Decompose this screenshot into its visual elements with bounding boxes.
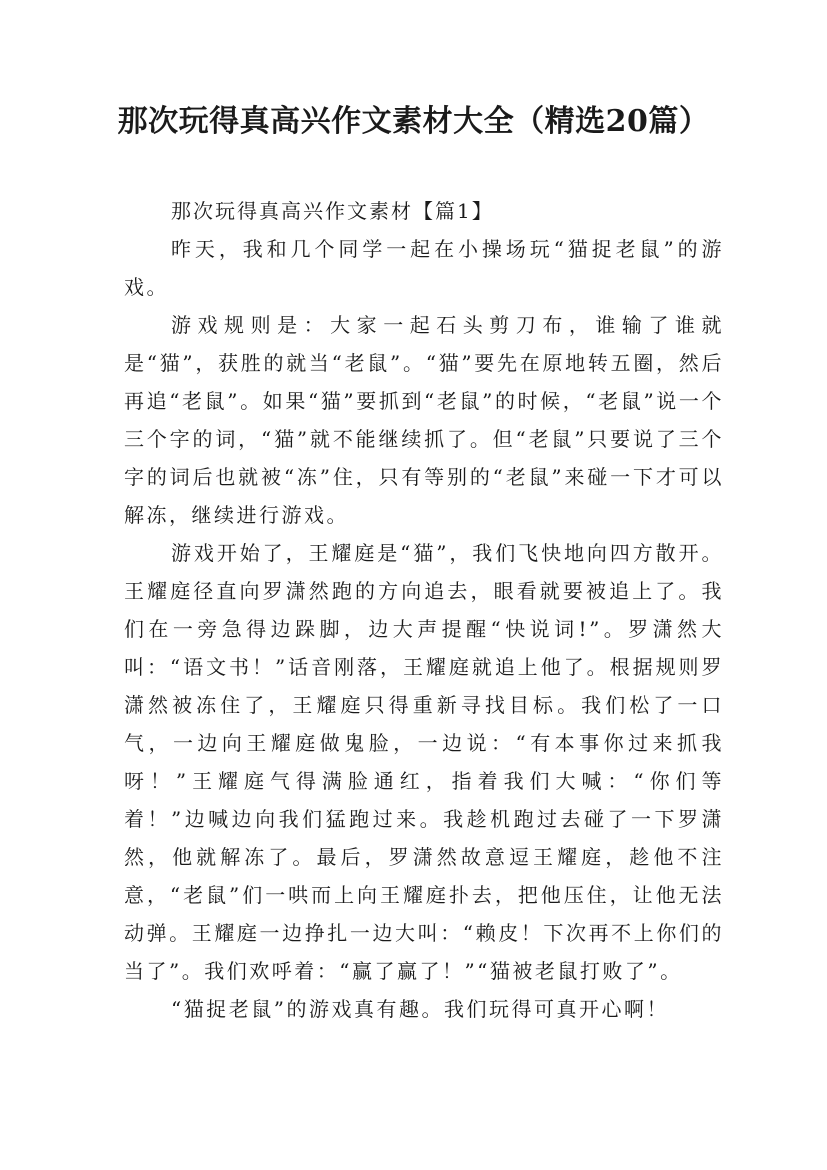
paragraph-3: 游戏开始了，王耀庭是“猫”，我们飞快地向四方散开。王耀庭径直向罗潇然跑的方向追去，眼看就要被追上了。我们在一旁急得边跺脚，边大声提醒“快说词!”。罗潇然大叫：“语文书！”话音刚落，王耀庭就追上他了。根据规则罗潇然被冻住了，王耀庭只得重新寻找目标。我们松了一口气，一边向王耀庭做鬼脸，一边说：“有本事你过来抓我呀！”王耀庭气得满脸通红，指着我们大喊：“你们等着！”边喊边向我们猛跑过来。我趁机跑过去碰了一下罗潇然，他就解冻了。最后，罗潇然故意逗王耀庭，趁他不注意，“老鼠”们一哄而上向王耀庭扑去，把他压住，让他无法动弹。王耀庭一边挣扎一边大叫：“赖皮！下次再不上你们的当了”。我们欢呼着：“赢了赢了！”“猫被老鼠打败了”。 <box>124 541 724 983</box>
document-body <box>124 192 724 1028</box>
paragraph-4: “猫捉老鼠”的游戏真有趣。我们玩得可真开心啊！ <box>171 997 669 1021</box>
section-heading: 那次玩得真高兴作文素材【篇1】 <box>171 199 494 223</box>
document-title: 那次玩得真高兴作文素材大全（精选20篇） <box>117 104 710 139</box>
paragraph-1: 昨天，我和几个同学一起在小操场玩“猫捉老鼠”的游戏。 <box>124 237 724 299</box>
paragraph-2: 游戏规则是：大家一起石头剪刀布，谁输了谁就是“猫”，获胜的就当“老鼠”。“猫”要先在原地转五圈，然后再追“老鼠”。如果“猫”要抓到“老鼠”的时候，“老鼠”说一个三个字的词，“猫”就不能继续抓了。但“老鼠”只要说了三个字的词后也就被“冻”住，只有等别的“老鼠”来碰一下才可以解冻，继续进行游戏。 <box>124 313 724 527</box>
